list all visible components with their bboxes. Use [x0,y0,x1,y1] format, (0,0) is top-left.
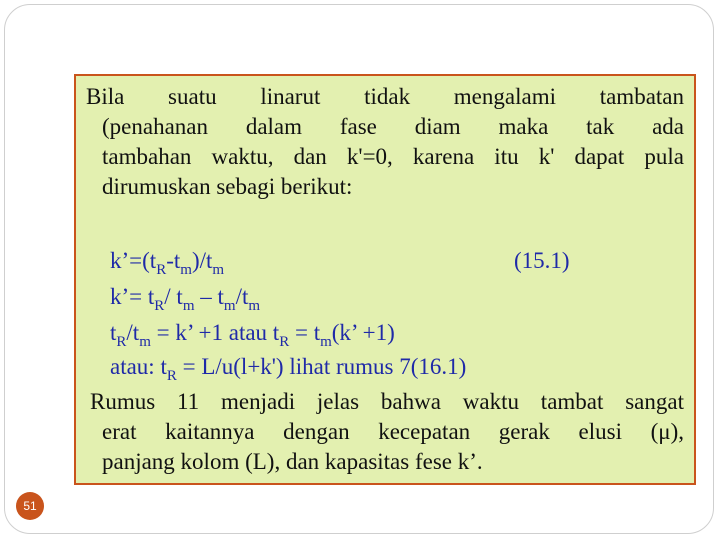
intro-line-4: dirumuskan sebagi berikut: [102,174,353,199]
conclusion-line-1: Rumus 11 menjadi jelas bahwa waktu tambat sangat [90,389,684,414]
page-number-badge: 51 [16,492,44,520]
conclusion-paragraph [86,387,684,477]
formula-line-1: $k’=(t_R-t_m)/t_m$ [110,248,225,278]
content-box [74,74,696,485]
intro-line-3: tambahan waktu, dan k'=0, karena itu k' dapat pula [102,144,684,169]
intro-paragraph [86,82,684,202]
conclusion-line-3: panjang kolom (L), dan kapasitas fese k’. [102,449,483,474]
formula-line-2: k’= $t_R/$ $t_m - t_m/t_m$ [110,284,261,314]
conclusion-line-2: erat kaitannya dengan kecepatan gerak elusi (μ), [102,419,684,444]
formula-line-3: $t_R/t_m = k$’ +1 atau $t_R = t_m(k$’ +1) [110,320,395,350]
formula-line-4: atau: $t_R = L/u(l+k')$ lihat rumus 7(16.1) [110,354,467,384]
intro-line-2: (penahanan dalam fase diam maka tak ada [102,114,684,139]
intro-line-1: Bila suatu linarut tidak mengalami tambatan [86,84,684,109]
equation-label: (15.1) [514,248,570,273]
